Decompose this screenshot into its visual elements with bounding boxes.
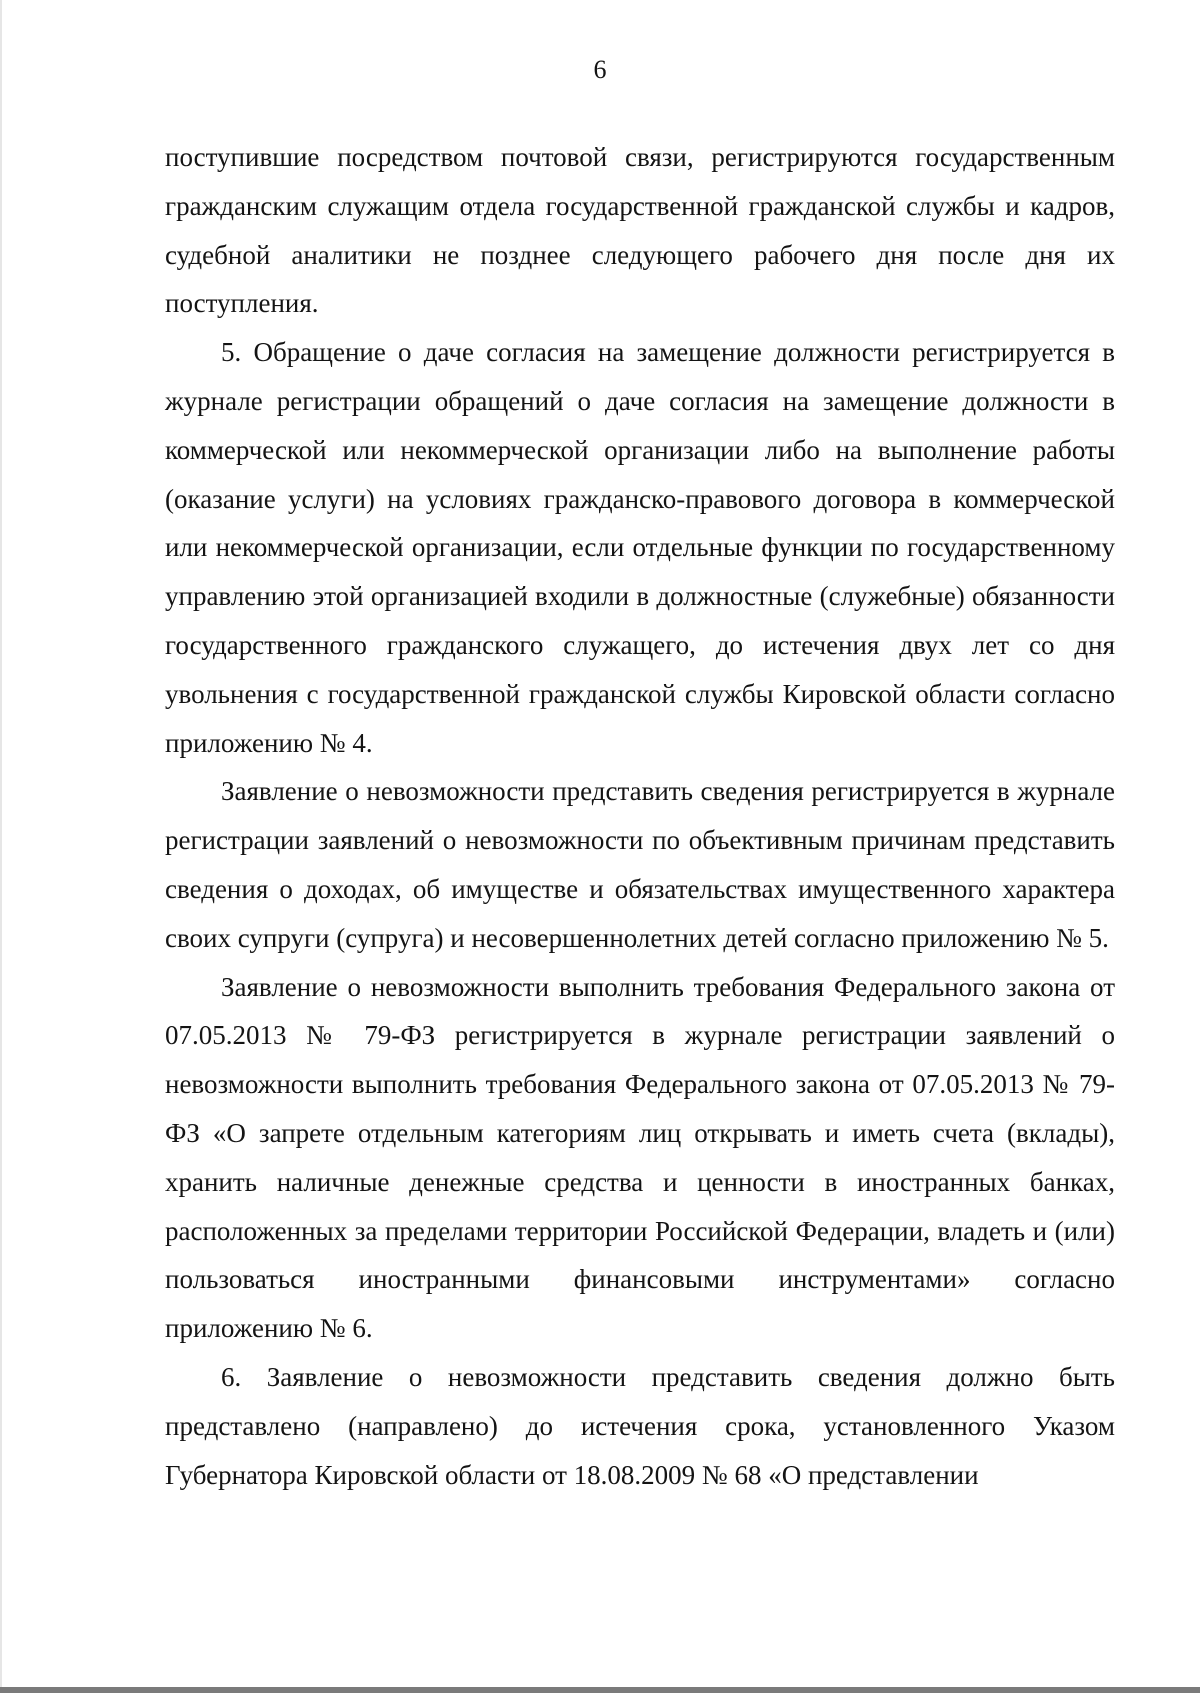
- paragraph-statement-federal-law: Заявление о невозможности выполнить требования Федерального закона от 07.05.2013 № 79-ФЗ регистрируется в журнале регистрации заявлений о невозможности выполнить требования Федерального закона от 07.05.2013 № 79-ФЗ «О запрете отдельным категориям лиц открывать и иметь счета (вклады), хранить наличные денежные средства и ценности в иностранных банках, расположенных за пределами территории Российской Федерации, владеть и (или) пользоваться иностранными финансовыми инструментами» согласно приложению № 6.: [165, 971, 1115, 1344]
- paragraph-item-5: 5. Обращение о даче согласия на замещение должности регистрируется в журнале регистрации обращений о даче согласия на замещение должности в коммерческой или некоммерческой организации либо на выполнение работы (оказание услуги) на условиях гражданско-правового договора в коммерческой или некоммерческой организации, если отдельные функции по государственному управлению этой организацией входили в должностные (служебные) обязанности государственного гражданского служащего, до истечения двух лет со дня увольнения с государственной гражданской службы Кировской области согласно приложению № 4.: [165, 337, 1115, 758]
- paragraph-item-6: 6. Заявление о невозможности представить сведения должно быть представлено (направлено) до истечения срока, установленного Указом Губернатора Кировской области от 18.08.2009 № 68 «О представлении: [165, 1361, 1115, 1490]
- paragraph-statement-information: Заявление о невозможности представить сведения регистрируется в журнале регистрации заявлений о невозможности по объективным причинам представить сведения о доходах, об имуществе и обязательствах имущественного характера своих супруги (супруга) и несовершеннолетних детей согласно приложению № 5.: [165, 776, 1115, 953]
- paragraph-continuation: поступившие посредством почтовой связи, регистрируются государственным гражданским служащим отдела государственной гражданской службы и кадров, судебной аналитики не позднее следующего рабочего дня после дня их поступления.: [165, 142, 1115, 319]
- page-number: 6: [593, 55, 607, 84]
- scan-bottom-edge: [0, 1687, 1200, 1693]
- document-body: [165, 133, 1115, 1499]
- scan-left-edge: [0, 0, 2, 1693]
